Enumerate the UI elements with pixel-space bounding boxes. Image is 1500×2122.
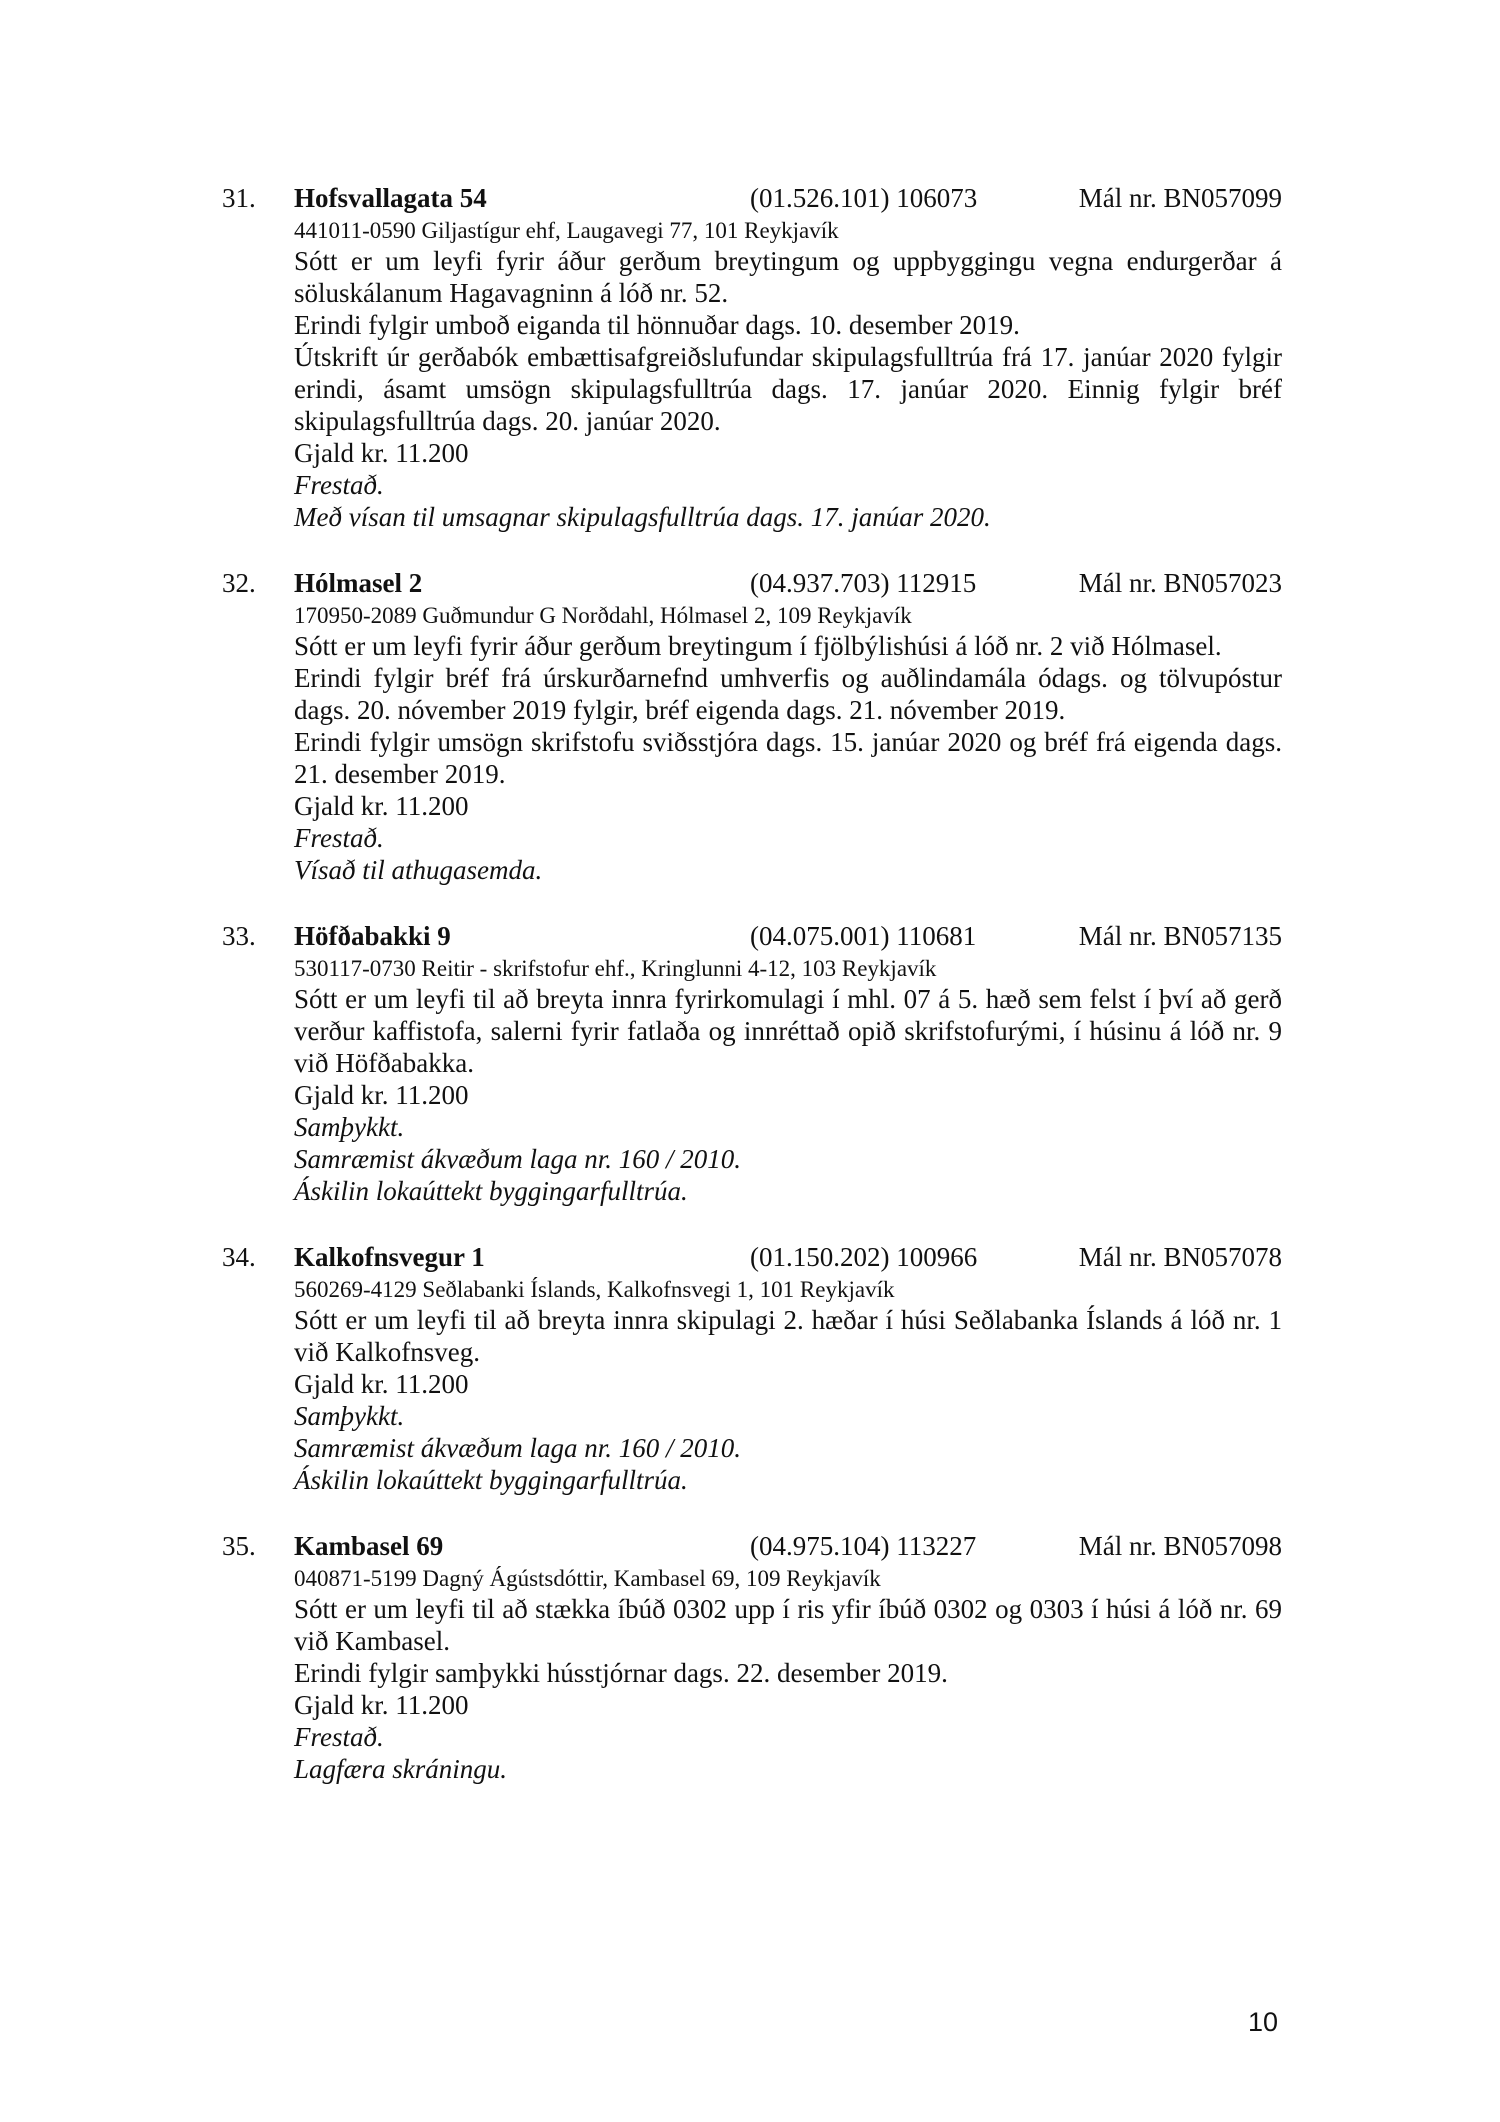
case-paragraph: Erindi fylgir samþykki hússtjórnar dags. 22. desember 2019.	[294, 1658, 948, 1688]
case-header	[222, 180, 1282, 216]
case-description	[294, 1304, 1282, 1368]
case-note: Samræmist ákvæðum laga nr. 160 / 2010.	[294, 1144, 742, 1174]
case-entry	[222, 565, 1282, 886]
case-address: Kambasel 69	[294, 1531, 444, 1561]
case-note: Áskilin lokaúttekt byggingarfulltrúa.	[294, 1176, 688, 1206]
case-owner: 040871-5199 Dagný Ágústsdóttir, Kambasel 69, 109 Reykjavík	[294, 1566, 881, 1591]
case-entry	[222, 1528, 1282, 1785]
case-number: 34.	[222, 1242, 256, 1272]
page-number: 10	[1247, 2007, 1278, 2037]
case-decision: Frestað.	[294, 1722, 384, 1752]
case-reference: (01.526.101) 106073	[750, 183, 978, 213]
case-header	[222, 918, 1282, 954]
case-fee: Gjald kr. 11.200	[294, 1080, 469, 1110]
case-paragraph: Útskrift úr gerðabók embættisafgreiðslufundar skipulagsfulltrúa frá 17. janúar 2020 fylgir erindi, ásamt umsögn skipulagsfulltrúa dags. 17. janúar 2020. Einnig fylgir bréf skipulagsfulltrúa dags. 20. janúar 2020.	[294, 342, 1282, 436]
case-reference: (04.075.001) 110681	[750, 921, 977, 951]
case-id: Mál nr. BN057135	[1078, 921, 1282, 951]
case-id: Mál nr. BN057023	[1078, 568, 1282, 598]
case-entry	[222, 918, 1282, 1207]
case-reference: (01.150.202) 100966	[750, 1242, 978, 1272]
case-decision: Samþykkt.	[294, 1112, 405, 1142]
case-paragraph: Sótt er um leyfi til að breyta innra skipulagi 2. hæðar í húsi Seðlabanka Íslands á lóð nr. 1 við Kalkofnsveg.	[294, 1305, 1282, 1367]
case-paragraph: Erindi fylgir umboð eiganda til hönnuðar dags. 10. desember 2019.	[294, 310, 1020, 340]
case-paragraph: Sótt er um leyfi fyrir áður gerðum breytingum í fjölbýlishúsi á lóð nr. 2 við Hólmasel.	[294, 631, 1222, 661]
case-number: 31.	[222, 183, 256, 213]
case-description	[294, 983, 1282, 1079]
case-description	[294, 1593, 1282, 1689]
case-paragraph: Erindi fylgir umsögn skrifstofu sviðsstjóra dags. 15. janúar 2020 og bréf frá eigenda dags. 21. desember 2019.	[294, 727, 1282, 789]
case-entry	[222, 180, 1282, 533]
case-fee: Gjald kr. 11.200	[294, 791, 469, 821]
case-paragraph: Erindi fylgir bréf frá úrskurðarnefnd umhverfis og auðlindamála ódags. og tölvupóstur dags. 20. nóvember 2019 fylgir, bréf eigenda dags. 21. nóvember 2019.	[294, 663, 1282, 725]
case-entry	[222, 1239, 1282, 1496]
case-note: Áskilin lokaúttekt byggingarfulltrúa.	[294, 1465, 688, 1495]
case-id: Mál nr. BN057098	[1078, 1531, 1282, 1561]
case-note: Samræmist ákvæðum laga nr. 160 / 2010.	[294, 1433, 742, 1463]
case-decision: Frestað.	[294, 823, 384, 853]
case-description	[294, 245, 1282, 437]
case-fee: Gjald kr. 11.200	[294, 1369, 469, 1399]
case-reference: (04.937.703) 112915	[750, 568, 977, 598]
case-note: Vísað til athugasemda.	[294, 855, 543, 885]
case-decision: Samþykkt.	[294, 1401, 405, 1431]
case-id: Mál nr. BN057078	[1078, 1242, 1282, 1272]
case-paragraph: Sótt er um leyfi til að breyta innra fyrirkomulagi í mhl. 07 á 5. hæð sem felst í því að gerð verður kaffistofa, salerni fyrir fatlaða og innréttað opið skrifstofurými, í húsinu á lóð nr. 9 við Höfðabakka.	[294, 984, 1282, 1078]
case-id: Mál nr. BN057099	[1078, 183, 1282, 213]
case-list	[222, 180, 1282, 1817]
case-address: Hofsvallagata 54	[294, 183, 487, 213]
case-note: Með vísan til umsagnar skipulagsfulltrúa dags. 17. janúar 2020.	[294, 502, 991, 532]
case-decision: Frestað.	[294, 470, 384, 500]
case-owner: 170950-2089 Guðmundur G Norðdahl, Hólmasel 2, 109 Reykjavík	[294, 603, 912, 628]
case-number: 33.	[222, 921, 256, 951]
case-header	[222, 1528, 1282, 1564]
case-owner: 530117-0730 Reitir - skrifstofur ehf., Kringlunni 4-12, 103 Reykjavík	[294, 956, 937, 981]
case-owner: 441011-0590 Giljastígur ehf, Laugavegi 77, 101 Reykjavík	[294, 218, 839, 243]
case-note: Lagfæra skráningu.	[294, 1754, 508, 1784]
case-paragraph: Sótt er um leyfi fyrir áður gerðum breytingum og uppbyggingu vegna endurgerðar á söluskálanum Hagavagninn á lóð nr. 52.	[294, 246, 1282, 308]
case-header	[222, 565, 1282, 601]
case-owner: 560269-4129 Seðlabanki Íslands, Kalkofnsvegi 1, 101 Reykjavík	[294, 1277, 895, 1302]
case-address: Höfðabakki 9	[294, 921, 451, 951]
case-fee: Gjald kr. 11.200	[294, 438, 469, 468]
case-paragraph: Sótt er um leyfi til að stækka íbúð 0302 upp í ris yfir íbúð 0302 og 0303 í húsi á lóð nr. 69 við Kambasel.	[294, 1594, 1282, 1656]
case-reference: (04.975.104) 113227	[750, 1531, 977, 1561]
case-header	[222, 1239, 1282, 1275]
case-number: 35.	[222, 1531, 256, 1561]
case-number: 32.	[222, 568, 256, 598]
case-address: Kalkofnsvegur 1	[294, 1242, 485, 1272]
case-description	[294, 630, 1282, 790]
case-address: Hólmasel 2	[294, 568, 423, 598]
case-fee: Gjald kr. 11.200	[294, 1690, 469, 1720]
